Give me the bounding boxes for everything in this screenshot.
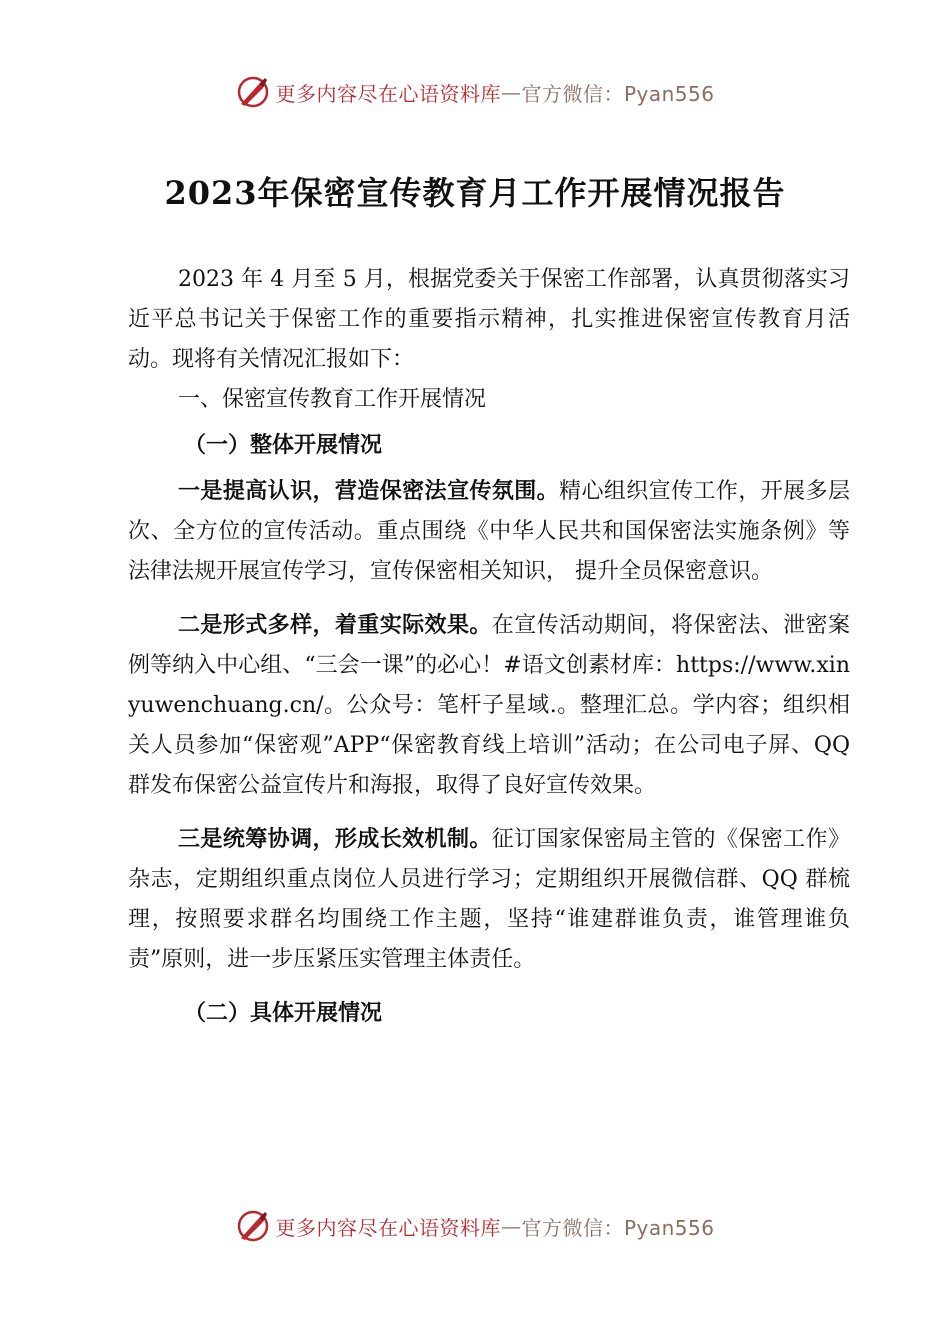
item-body: 征订国家保密局主管的《保密工作》杂志，定期组织重点岗位人员进行学习；定期组织开展微信群、QQ 群梳理，按照要求群名均围绕工作主题，坚持“谁建群谁负责，谁管理谁负责”原则，进一步压紧压实管理主体责任。	[128, 827, 850, 972]
item-lead: 一是提高认识，营造保密法宣传氛围。	[178, 479, 560, 504]
document-title: 2023年保密宣传教育月工作开展情况报告	[164, 174, 786, 212]
item-paragraph-1	[128, 472, 850, 592]
subsection-1-heading: （一）整体开展情况	[184, 433, 383, 458]
banner-wechat: 官方微信：Pyan556	[521, 81, 715, 106]
section-1-heading: 一、保密宣传教育工作开展情况	[178, 387, 487, 412]
item-body: 在宣传活动期间，将保密法、泄密案例等纳入中心组、“三会一课”的必心！#语文创素材库：https://www.xinyuwenchuang.cn/。公众号：笔杆子星域.。整理汇总。学内容；组织相关人员参加“保密观”APP“保密教育线上培训”活动；在公司电子屏、QQ 群发布保密公益宣传片和海报，取得了良好宣传效果。	[128, 613, 850, 798]
banner-brand: 更多内容尽在心语资料库	[275, 1215, 501, 1240]
subsection-2-heading: （二）具体开展情况	[184, 1001, 383, 1026]
item-paragraph-3	[128, 820, 850, 980]
item-paragraph-2	[128, 606, 850, 806]
item-body: 精心组织宣传工作，开展多层次、全方位的宣传活动。重点围绕《中华人民共和国保密法实施条例》等法律法规开展宣传学习，宣传保密相关知识， 提升全员保密意识。	[128, 479, 850, 584]
banner-brand: 更多内容尽在心语资料库	[275, 81, 501, 106]
item-lead: 二是形式多样，着重实际效果。	[178, 613, 492, 638]
pen-nib-logo-icon	[235, 74, 271, 110]
header-banner	[0, 74, 950, 110]
banner-separator: —	[500, 1214, 522, 1238]
pen-nib-logo-icon	[235, 1208, 271, 1244]
banner-wechat: 官方微信：Pyan556	[521, 1215, 715, 1240]
item-lead: 三是统筹协调，形成长效机制。	[178, 827, 492, 852]
footer-banner	[0, 1208, 950, 1244]
intro-paragraph: 2023 年 4 月至 5 月，根据党委关于保密工作部署，认真贯彻落实习近平总书记关于保密工作的重要指示精神，扎实推进保密宣传教育月活动。现将有关情况汇报如下：	[128, 267, 850, 372]
banner-separator: —	[500, 80, 522, 104]
document-body	[128, 260, 850, 1034]
